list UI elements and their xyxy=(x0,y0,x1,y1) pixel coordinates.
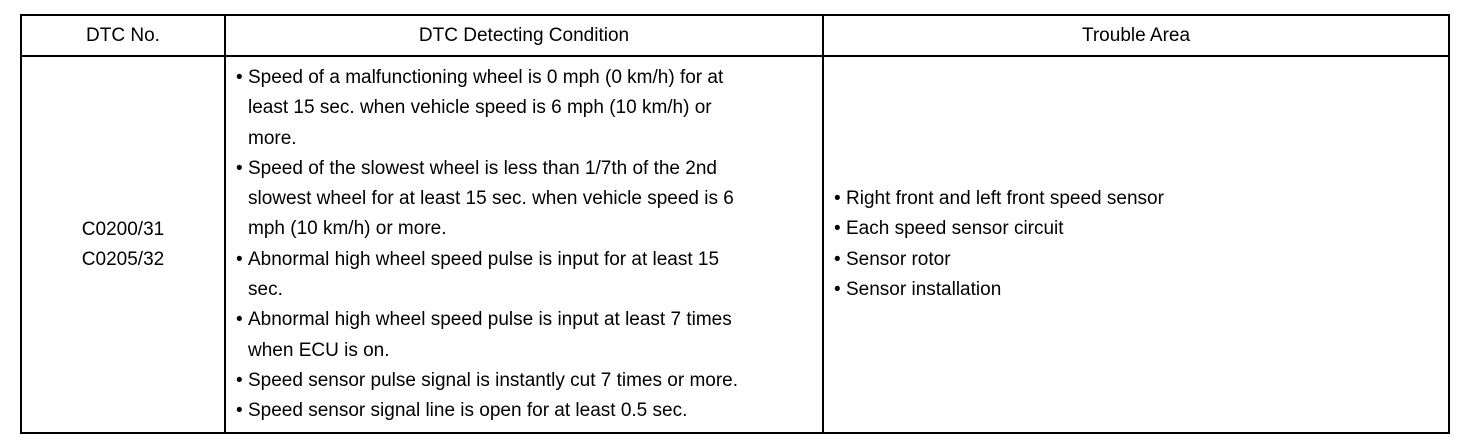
condition-text: more. xyxy=(248,127,297,149)
condition-item xyxy=(236,245,814,306)
bullet-icon: • xyxy=(834,248,841,270)
bullet-icon: • xyxy=(834,278,841,300)
trouble-area-text: Each speed sensor circuit xyxy=(846,218,1064,240)
dtc-code-cell xyxy=(21,56,225,433)
dtc-code: C0205/32 xyxy=(81,248,165,270)
condition-item xyxy=(236,305,814,366)
trouble-area-text: Sensor rotor xyxy=(846,248,951,270)
trouble-area-item xyxy=(834,214,1440,244)
dtc-code: C0200/31 xyxy=(81,218,165,240)
trouble-area-text: Sensor installation xyxy=(846,278,1002,300)
condition-text: sec. xyxy=(248,279,283,301)
condition-item xyxy=(236,63,814,154)
condition-text: least 15 sec. when vehicle speed is 6 mph (10 km/h) or xyxy=(248,97,712,119)
bullet-icon: • xyxy=(236,309,243,331)
bullet-icon: • xyxy=(834,218,841,240)
header-row xyxy=(21,15,1449,56)
trouble-area-text: Right front and left front speed sensor xyxy=(846,187,1164,209)
trouble-area-item xyxy=(834,245,1440,275)
header-detecting-condition: DTC Detecting Condition xyxy=(225,15,823,56)
condition-item xyxy=(236,396,814,426)
bullet-icon: • xyxy=(236,369,243,391)
condition-list xyxy=(236,63,814,427)
trouble-area-list xyxy=(834,184,1440,305)
bullet-icon: • xyxy=(236,157,243,179)
condition-item xyxy=(236,366,814,396)
detecting-condition-cell xyxy=(225,56,823,433)
trouble-area-item xyxy=(834,275,1440,305)
condition-item xyxy=(236,154,814,245)
condition-text: Speed of the slowest wheel is less than 1/7th of the 2nd xyxy=(248,157,717,179)
bullet-icon: • xyxy=(236,248,243,270)
bullet-icon: • xyxy=(834,187,841,209)
table-row xyxy=(21,56,1449,433)
condition-text: Abnormal high wheel speed pulse is input at least 7 times xyxy=(248,309,732,331)
header-dtc-no: DTC No. xyxy=(21,15,225,56)
bullet-icon: • xyxy=(236,67,243,88)
trouble-area-item xyxy=(834,184,1440,214)
header-trouble-area: Trouble Area xyxy=(823,15,1449,56)
condition-text: mph (10 km/h) or more. xyxy=(248,218,447,240)
condition-text: slowest wheel for at least 15 sec. when vehicle speed is 6 xyxy=(248,188,734,210)
bullet-icon: • xyxy=(236,400,243,422)
trouble-area-cell xyxy=(823,56,1449,433)
condition-text: Speed sensor pulse signal is instantly cut 7 times or more. xyxy=(248,369,739,391)
condition-text: Speed of a malfunctioning wheel is 0 mph (0 km/h) for at xyxy=(248,67,724,88)
condition-text: Abnormal high wheel speed pulse is input for at least 15 xyxy=(248,248,720,270)
dtc-table xyxy=(20,14,1450,434)
condition-text: Speed sensor signal line is open for at least 0.5 sec. xyxy=(248,400,688,422)
condition-text: when ECU is on. xyxy=(248,339,390,361)
